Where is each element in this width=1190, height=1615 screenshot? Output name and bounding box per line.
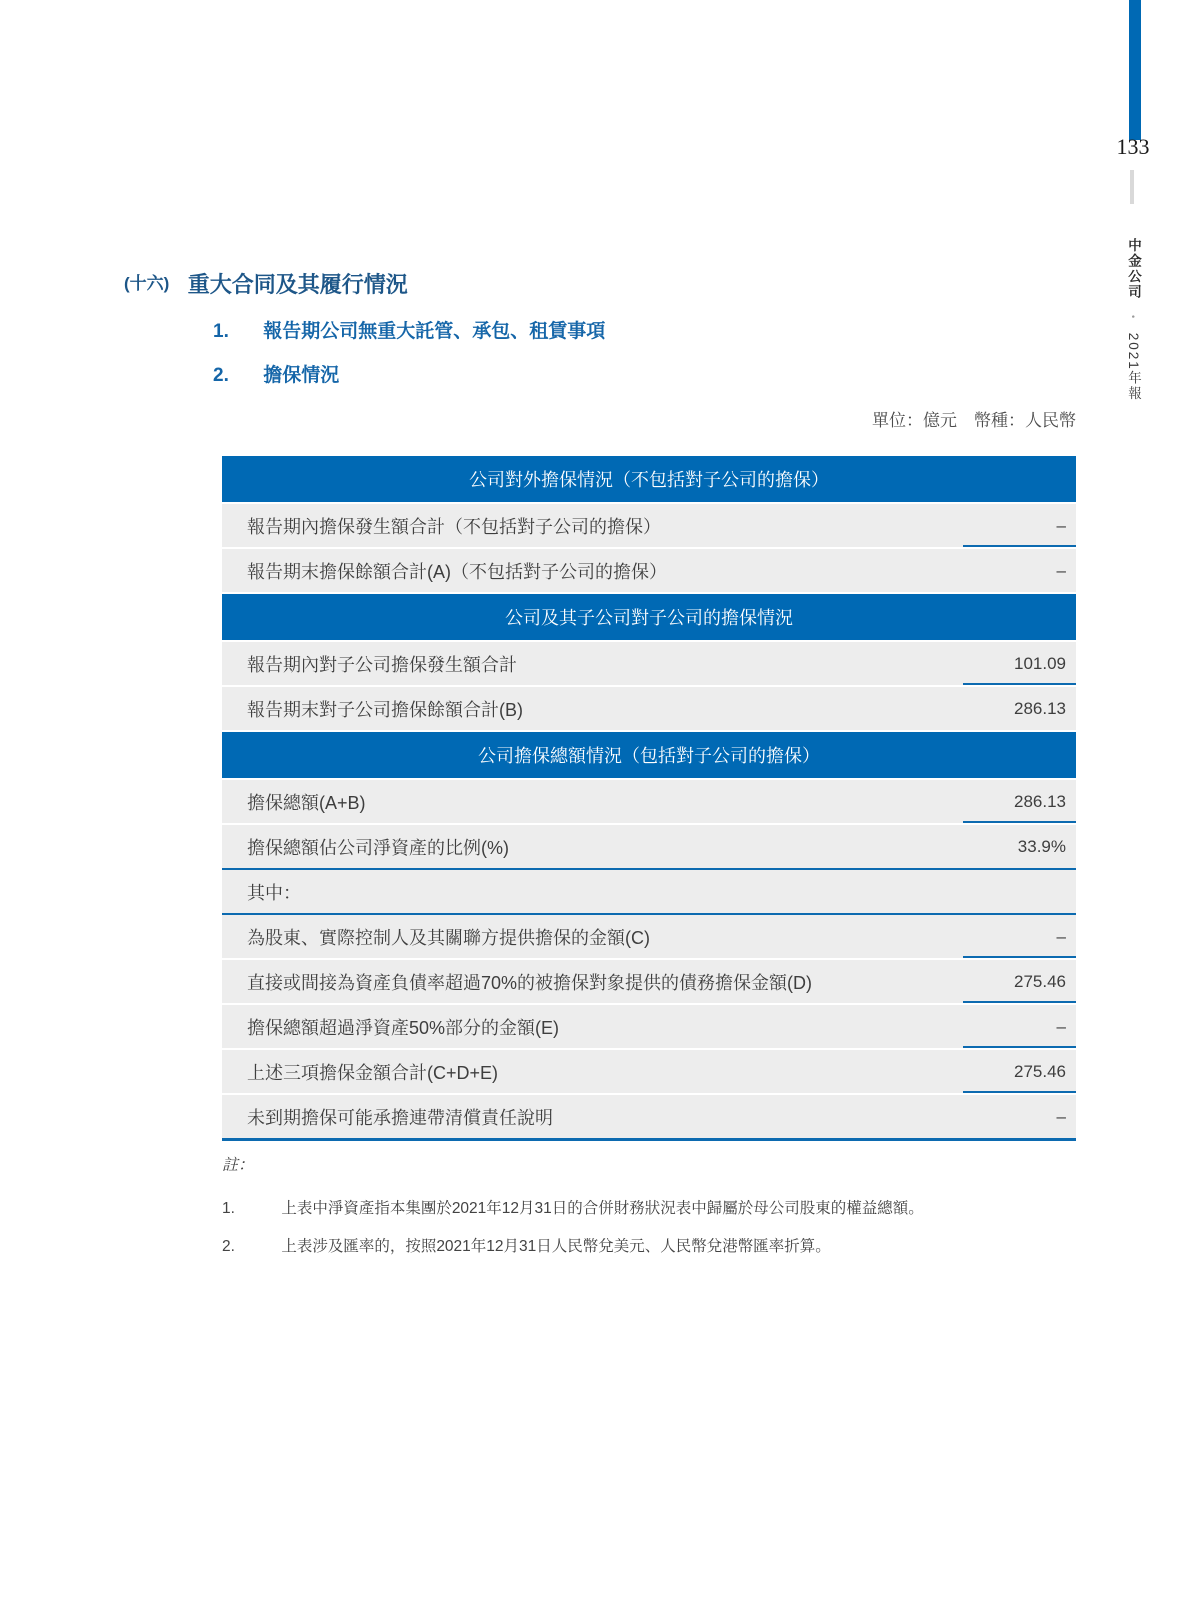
- table-row: [222, 870, 1076, 915]
- row-value: –: [1056, 1106, 1066, 1126]
- table-row: [222, 504, 1076, 547]
- row-label: 擔保總額佔公司淨資產的比例(%): [247, 837, 509, 858]
- value-underline: [963, 821, 1076, 823]
- row-value: 275.46: [1014, 1061, 1066, 1081]
- row-value: 275.46: [1014, 971, 1066, 991]
- row-label: 直接或間接為資產負債率超過70%的被擔保對象提供的債務擔保金額(D): [247, 972, 813, 993]
- row-value: –: [1056, 560, 1066, 580]
- table-section-header-label: 公司對外擔保情況（不包括對子公司的擔保）: [469, 470, 829, 490]
- page-number-divider: [1130, 170, 1134, 204]
- row-label: 報告期末對子公司擔保餘額合計(B): [247, 699, 523, 720]
- separator-dot: •: [1128, 314, 1138, 318]
- note-2-number: 2.: [222, 1238, 235, 1255]
- row-value: –: [1056, 515, 1066, 535]
- row-label: 未到期擔保可能承擔連帶清償責任說明: [247, 1107, 553, 1128]
- row-label: 擔保總額(A+B): [247, 792, 366, 813]
- table-row: [222, 549, 1076, 592]
- vertical-report-title: [1119, 238, 1147, 428]
- section-title: 重大合同及其履行情況: [187, 272, 408, 297]
- value-underline: [963, 1046, 1076, 1048]
- subsection-2: [213, 360, 1073, 387]
- table-row: [222, 780, 1076, 823]
- row-label: 上述三項擔保金額合計(C+D+E): [247, 1062, 499, 1083]
- row-label: 報告期末擔保餘額合計(A)（不包括對子公司的擔保）: [247, 561, 667, 582]
- page-number: 133: [1116, 134, 1150, 159]
- table-section-header: [222, 456, 1076, 502]
- row-label: 其中：: [247, 882, 301, 903]
- note-2-text: 上表涉及匯率的，按照2021年12月31日人民幣兌美元、人民幣兌港幣匯率折算。: [281, 1238, 831, 1255]
- subsection-1-number: 1.: [213, 321, 229, 342]
- table-section-header-label: 公司擔保總額情況（包括對子公司的擔保）: [478, 746, 820, 766]
- table-row: [222, 1050, 1076, 1093]
- guarantee-table: [222, 456, 1076, 1141]
- section-heading: [124, 268, 1024, 299]
- value-underline: [963, 1091, 1076, 1093]
- notes-label: 註：: [222, 1157, 255, 1174]
- row-label: 報告期內擔保發生額合計（不包括對子公司的擔保）: [247, 516, 661, 537]
- note-1-text: 上表中淨資產指本集團於2021年12月31日的合併財務狀況表中歸屬於母公司股東的權益總額。: [281, 1200, 924, 1217]
- row-label: 擔保總額超過淨資產50%部分的金額(E): [247, 1017, 560, 1038]
- table-section-header: [222, 732, 1076, 778]
- note-item: [222, 1196, 1082, 1218]
- subsection-2-number: 2.: [213, 365, 229, 386]
- row-value: 33.9%: [1017, 836, 1066, 856]
- table-row: [222, 960, 1076, 1003]
- subsection-2-title: 擔保情況: [263, 365, 340, 386]
- value-underline: [963, 683, 1076, 685]
- company-name: 中金公司: [1126, 238, 1141, 300]
- row-value: 286.13: [1014, 698, 1066, 718]
- subsection-1: [213, 316, 1073, 343]
- section-number: (十六): [124, 274, 170, 293]
- top-accent-bar: [1129, 0, 1141, 140]
- value-underline: [963, 1001, 1076, 1003]
- table-unit-label: 單位：億元 幣種：人民幣: [872, 411, 1076, 430]
- row-value: 286.13: [1014, 791, 1066, 811]
- table-row: [222, 825, 1076, 870]
- table-row: [222, 915, 1076, 958]
- table-section-header-label: 公司及其子公司對子公司的擔保情況: [505, 608, 793, 628]
- table-row: [222, 1005, 1076, 1048]
- row-label: 為股東、實際控制人及其關聯方提供擔保的金額(C): [247, 927, 650, 948]
- row-value: –: [1056, 926, 1066, 946]
- report-year-label: 2021年報: [1126, 332, 1141, 402]
- subsection-1-title: 報告期公司無重大託管、承包、租賃事項: [263, 321, 606, 342]
- row-value: 101.09: [1014, 653, 1066, 673]
- table-row: [222, 1095, 1076, 1138]
- value-underline: [963, 545, 1076, 547]
- table-row: [222, 687, 1076, 730]
- table-row: [222, 642, 1076, 685]
- note-1-number: 1.: [222, 1200, 235, 1217]
- value-underline: [963, 956, 1076, 958]
- row-label: 報告期內對子公司擔保發生額合計: [247, 654, 517, 675]
- note-item: [222, 1234, 1082, 1256]
- row-value: –: [1056, 1016, 1066, 1036]
- table-section-header: [222, 594, 1076, 640]
